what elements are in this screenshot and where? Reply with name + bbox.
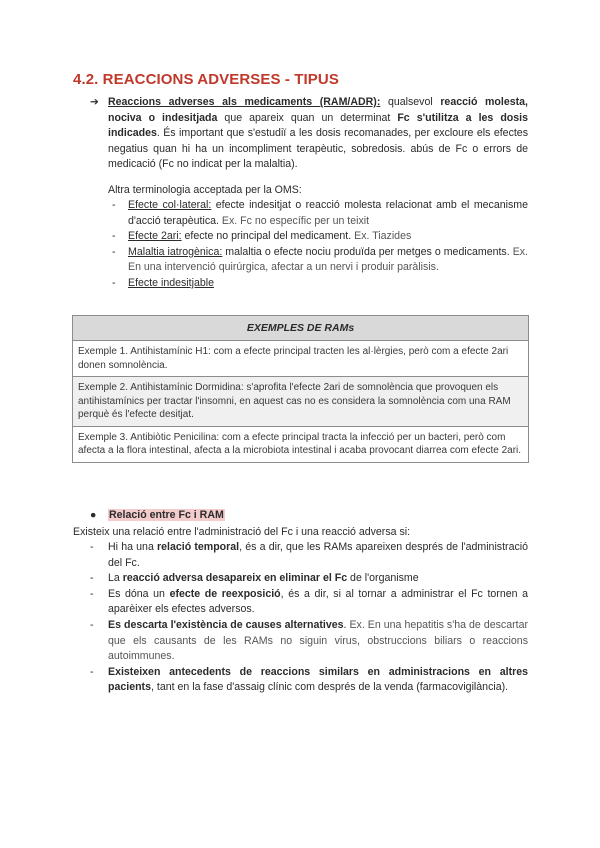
list-item: - Existeixen antecedents de reaccions similars en administracions en altres pacients, tant en la fase d'assaig clínic com després de la venda (farmacovigilància). <box>90 665 528 694</box>
table-row: Exemple 3. Antibiòtic Penicilina: com a efecte principal tracta la infecció per un bacteri, però com afecta a la flora intestinal, afecta a la microbiota intestinal i acaba provocant diarrea com efecte 2ari. <box>78 431 522 456</box>
page-title: 4.2. REACCIONS ADVERSES - TIPUS <box>73 71 339 88</box>
intro-paragraph <box>90 95 528 173</box>
list-item: - La reacció adversa desapareix en eliminar el Fc de l'organisme <box>90 572 419 585</box>
intro-text-3: . És important que s'estudiï a les dosis recomanades, per excloure els efectes negatius quan hi ha un incompliment terapèutic, sobredosis. abús de Fc o errors de medicació (Fc no indicat per la malaltia). <box>108 127 528 171</box>
intro-bold-1: reacció molesta, nociva o indesitjada <box>108 96 528 124</box>
ram-examples-table <box>72 315 529 463</box>
intro-text-2: que apareix quan un determinat <box>217 111 398 124</box>
alt-terms-list <box>108 198 528 292</box>
relation-list <box>90 540 528 696</box>
list-item: - Es dóna un efecte de reexposició, és a dir, si al tornar a administrar el Fc tornen a aparèixer els efectes adversos. <box>90 587 528 616</box>
list-item: - Es descarta l'existència de causes alternatives. Ex. En una hepatitis s'ha de descartar que els causants de les RAMs no siguin virus, obstruccions biliars o reaccions autoimmunes. <box>90 618 529 663</box>
table-row: Exemple 2. Antihistamínic Dormidina: s'aprofita l'efecte 2ari de somnolència que provoquen els antihistamínics per tractar l'insomni, en aquest cas no es considera la somnolència com una RAM perquè és l'efecte desitjat. <box>73 377 528 427</box>
intro-term: Reaccions adverses als medicaments (RAM/ADR): <box>108 96 381 108</box>
intro-bold-2: Fc s'utilitza a les dosis indicades <box>108 111 528 140</box>
relation-lead: Existeix una relació entre l'administració del Fc i una reacció adversa si: <box>73 526 411 538</box>
section-heading: ● Relació entre Fc i RAM <box>90 509 224 521</box>
list-item: - Efecte 2ari: efecte no principal del medicament. Ex. Tiazides <box>112 230 412 243</box>
bullet-icon: ● <box>90 509 97 521</box>
arrow-icon: ➔ <box>90 96 99 108</box>
list-item: - Efecte col·lateral: efecte indesitjat o reacció molesta relacionat amb el mecanisme d'acció terapèutica. Ex. Fc no específic per un teixit <box>112 199 529 227</box>
list-item: - Malaltia iatrogènica: malaltia o efecte nociu produïda per metges o medicaments. Ex. En una intervenció quirúrgica, afectar a un nervi i produir paràlisis. <box>112 245 528 274</box>
intro-text-1: qualsevol <box>380 96 441 108</box>
alt-terms-heading: Altra terminologia acceptada per la OMS: <box>108 184 302 196</box>
list-item: - Hi ha una relació temporal, és a dir, que les RAMs apareixen després de l'administració del Fc. <box>90 541 528 569</box>
table-header: EXEMPLES DE RAMs <box>73 316 528 341</box>
list-item: - Efecte indesitjable <box>112 276 214 289</box>
table-row: Exemple 1. Antihistamínic H1: com a efecte principal tracten les al·lèrgies, però com a efecte 2ari donen somnolència. <box>73 341 528 377</box>
